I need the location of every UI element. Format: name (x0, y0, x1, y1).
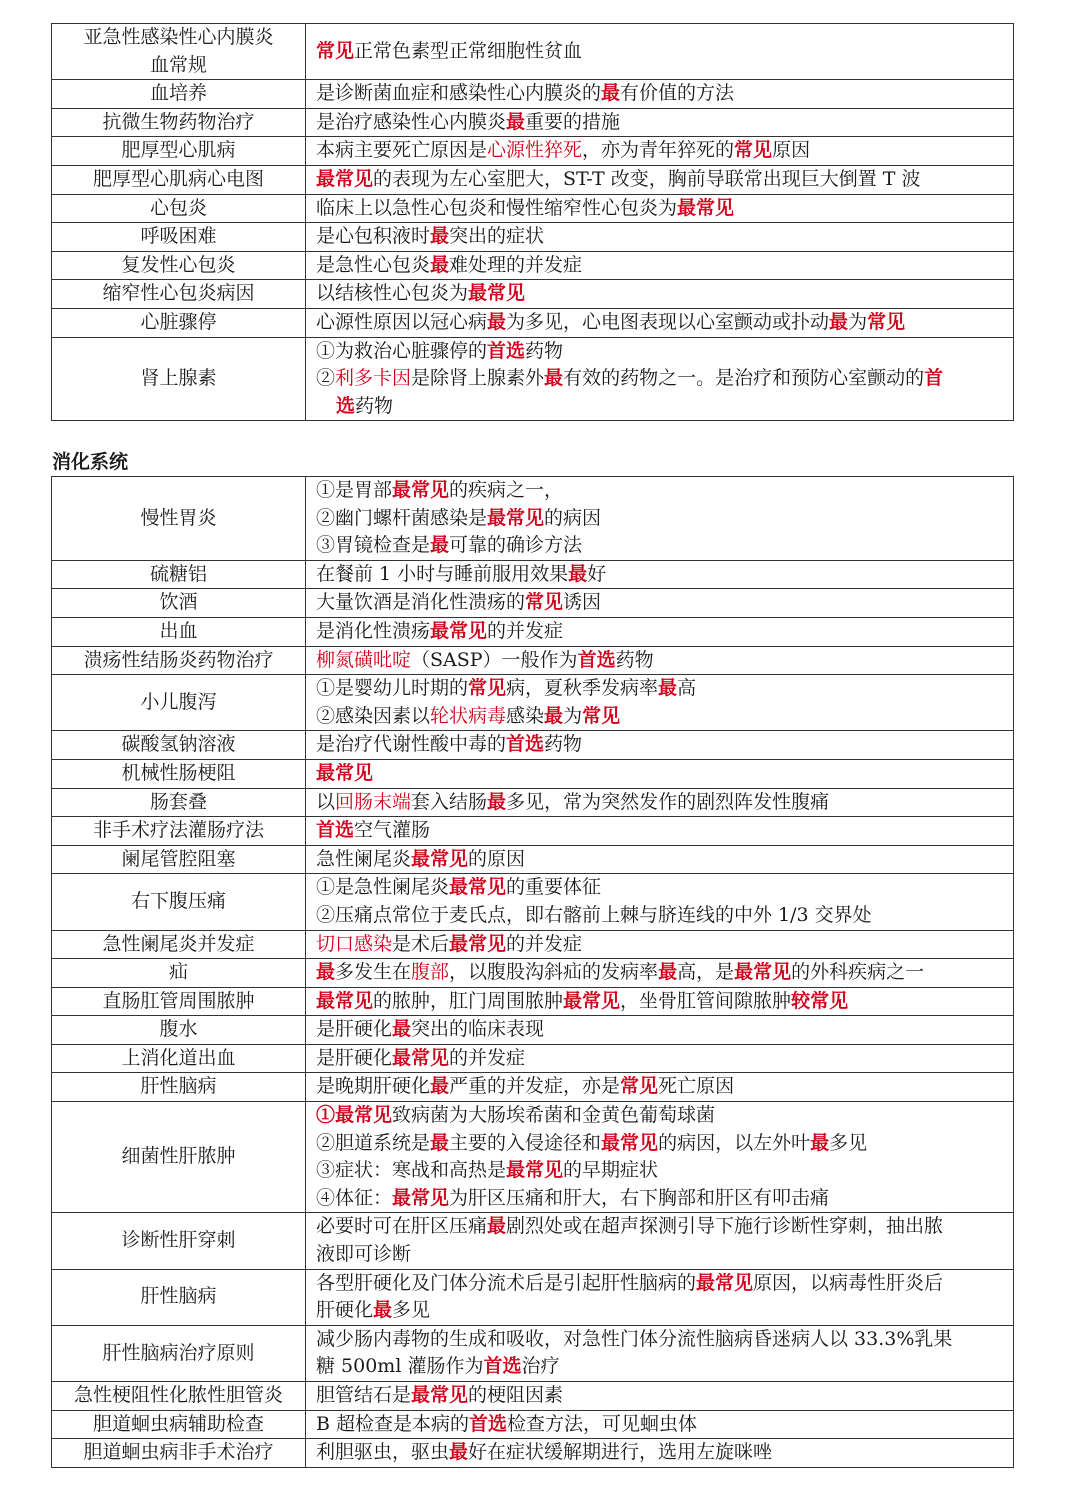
digestive-table (51, 476, 1014, 1468)
desc-text: 急性阑尾炎 (316, 847, 412, 870)
table-row (52, 1102, 1014, 1213)
desc-text (316, 1102, 1005, 1130)
desc-text: 为 (563, 704, 583, 727)
desc-text (316, 1157, 1005, 1185)
term-cell: 急性梗阻性化脓性胆管炎 (52, 1382, 306, 1411)
highlighted-text: 最常见 (449, 932, 507, 955)
highlighted-text: 常见 (582, 704, 621, 727)
highlighted-text: 最常见 (506, 1159, 564, 1182)
desc-text: 血常规 (149, 53, 207, 76)
desc-cell (306, 1439, 1014, 1468)
desc-text: ①为救治心脏骤停的 (316, 339, 488, 362)
desc-cell (306, 617, 1014, 646)
desc-text (316, 1270, 1005, 1298)
desc-text (316, 1297, 1005, 1325)
highlighted-text: 最 (392, 1018, 412, 1041)
desc-text: 本病主要死亡原因是 (316, 139, 488, 162)
table-row (52, 731, 1014, 760)
table-row (52, 560, 1014, 589)
desc-text: 的并发症 (506, 932, 583, 955)
desc-text: 空气灌肠 (354, 819, 431, 842)
desc-text: ②感染因素以 (316, 704, 431, 727)
desc-text: 可靠的确诊方法 (449, 534, 583, 557)
desc-text: ②幽门螺杆菌感染是 (316, 506, 488, 529)
desc-text (316, 1130, 1005, 1158)
desc-cell (306, 194, 1014, 223)
highlighted-text: 最常见 (411, 847, 469, 870)
highlighted-text: 首选 (577, 648, 616, 671)
term-cell: 非手术疗法灌肠疗法 (52, 817, 306, 846)
highlighted-text: 最 (568, 562, 588, 585)
desc-text: ②压痛点常位于麦氏点，即右髂前上棘与脐连线的中外 1/3 交界处 (316, 903, 872, 926)
table-row (52, 308, 1014, 337)
cardio-table (51, 23, 1014, 421)
highlighted-text: 常见 (316, 39, 355, 62)
highlighted-text: 最 (430, 534, 450, 557)
desc-text: 剧烈处或在超声探测引导下施行诊断性穿刺，抽出脓 (506, 1215, 944, 1238)
term-cell: 肠套叠 (52, 788, 306, 817)
desc-cell (306, 137, 1014, 166)
highlighted-text: 最常见 (677, 196, 735, 219)
highlighted-text: 最常见 (316, 167, 374, 190)
desc-text: 是除肾上腺素外 (411, 367, 545, 390)
highlighted-text: 最 (430, 253, 450, 276)
table-row (52, 477, 1014, 561)
desc-text: 药物 (525, 339, 564, 362)
table-row (52, 930, 1014, 959)
desc-text: 原因，以病毒性肝炎后 (753, 1271, 944, 1294)
table-row (52, 280, 1014, 309)
term-cell (52, 24, 306, 80)
desc-text: ③症状：寒战和高热是 (316, 1159, 507, 1182)
highlighted-text: 最 (430, 225, 450, 248)
desc-cell (306, 959, 1014, 988)
table-row (52, 1073, 1014, 1102)
desc-text: 严重的并发症，亦是 (449, 1075, 621, 1098)
table-row (52, 817, 1014, 846)
table-row (52, 1439, 1014, 1468)
highlighted-text: 最 (506, 110, 526, 133)
highlighted-text: 常见 (867, 310, 906, 333)
desc-text (316, 477, 1005, 505)
term-cell: 缩窄性心包炎病因 (52, 280, 306, 309)
highlighted-text: 柳氮磺吡啶 (316, 648, 412, 671)
term-cell: 血培养 (52, 80, 306, 109)
term-cell: 胆道蛔虫病辅助检查 (52, 1410, 306, 1439)
desc-cell (306, 1325, 1014, 1381)
desc-text: 大量饮酒是消化性溃疡的 (316, 591, 526, 614)
desc-text: 正常色素型正常细胞性贫血 (354, 39, 583, 62)
desc-text: 是治疗代谢性酸中毒的 (316, 733, 507, 756)
desc-text: 是治疗感染性心内膜炎 (316, 110, 507, 133)
highlighted-text: 最常见 (430, 619, 488, 642)
desc-text (316, 703, 1005, 731)
term-cell: 慢性胃炎 (52, 477, 306, 561)
desc-cell (306, 165, 1014, 194)
desc-text: 为肝区压痛和肝大，右下胸部和肝区有叩击痛 (449, 1186, 830, 1209)
highlighted-text: 最 (487, 1215, 507, 1238)
desc-text: 是诊断菌血症和感染性心内膜炎的 (316, 82, 602, 105)
term-cell: 右下腹压痛 (52, 874, 306, 930)
table-row (52, 1410, 1014, 1439)
term-cell: 肝性脑病治疗原则 (52, 1325, 306, 1381)
term-cell: 腹水 (52, 1016, 306, 1045)
desc-text (316, 338, 1005, 366)
desc-cell (306, 874, 1014, 930)
desc-text: 病，夏秋季发病率 (506, 677, 659, 700)
term-cell: 上消化道出血 (52, 1044, 306, 1073)
highlighted-text: 首选 (316, 819, 355, 842)
table-row (52, 1382, 1014, 1411)
desc-text: 原因 (772, 139, 811, 162)
desc-text (316, 874, 1005, 902)
section-title-digestive: 消化系统 (52, 451, 129, 473)
desc-cell (306, 1410, 1014, 1439)
desc-text: 的表现为左心室肥大，ST-T 改变，胸前导联常出现巨大倒置 T 波 (373, 167, 921, 190)
highlighted-text: 最常见 (468, 282, 526, 305)
highlighted-text: 最常见 (411, 1384, 469, 1406)
desc-text: 是肝硬化 (316, 1018, 393, 1041)
desc-cell (306, 1102, 1014, 1213)
desc-text: ①是婴幼儿时期的 (316, 677, 469, 700)
desc-text: 的梗阻因素 (468, 1384, 564, 1406)
desc-text: 的并发症 (487, 619, 564, 642)
desc-text: 肝硬化 (316, 1299, 374, 1322)
desc-text: 药物 (615, 648, 654, 671)
table-row (52, 788, 1014, 817)
highlighted-text: ①最常见 (316, 1104, 393, 1127)
desc-cell (306, 308, 1014, 337)
desc-cell (306, 1382, 1014, 1411)
term-cell: 肝性脑病 (52, 1269, 306, 1325)
term-cell: 硫糖铝 (52, 560, 306, 589)
highlighted-text: 最常见 (449, 876, 507, 899)
desc-cell (306, 930, 1014, 959)
desc-cell (306, 337, 1014, 421)
desc-cell (306, 1073, 1014, 1102)
desc-text: 液即可诊断 (316, 1243, 412, 1266)
desc-cell (306, 589, 1014, 618)
desc-text: 是急性心包炎 (316, 253, 431, 276)
table-row (52, 1044, 1014, 1073)
desc-cell (306, 817, 1014, 846)
desc-text: 胆管结石是 (316, 1384, 412, 1406)
table-row (52, 137, 1014, 166)
desc-text: 药物 (355, 394, 394, 417)
desc-text (316, 393, 1005, 421)
desc-cell (306, 731, 1014, 760)
desc-text: 有效的药物之一。是治疗和预防心室颤动的 (563, 367, 925, 390)
desc-text: 突出的临床表现 (411, 1018, 545, 1041)
highlighted-text: 最常见 (316, 989, 374, 1012)
term-cell: 机械性肠梗阻 (52, 759, 306, 788)
desc-text: 药物 (544, 733, 583, 756)
desc-text: 是心包积液时 (316, 225, 431, 248)
desc-text (316, 532, 1005, 560)
highlighted-text: 腹部 (411, 961, 450, 984)
desc-text: 减少肠内毒物的生成和吸收，对急性门体分流性脑病昏迷病人以 33.3%乳果 (316, 1327, 953, 1350)
desc-text: 致病菌为大肠埃希菌和金黄色葡萄球菌 (392, 1104, 716, 1127)
highlighted-text: 常见 (468, 677, 507, 700)
desc-text: 多发生在 (335, 961, 412, 984)
desc-text: ，坐骨肛管间隙脓肿 (620, 989, 792, 1012)
desc-text: 套入结肠 (411, 790, 488, 813)
highlighted-text: 最 (449, 1441, 469, 1464)
highlighted-text: 最 (316, 961, 336, 984)
desc-text: 亚急性感染性心内膜炎 (83, 26, 274, 48)
highlighted-text: 首选 (469, 1412, 508, 1435)
desc-text: 心源性原因以冠心病 (316, 310, 488, 333)
term-cell: 细菌性肝脓肿 (52, 1102, 306, 1213)
desc-text: 诱因 (563, 591, 602, 614)
term-cell: 饮酒 (52, 589, 306, 618)
desc-text: 高，是 (677, 961, 735, 984)
desc-text (316, 365, 1005, 393)
term-cell: 碳酸氢钠溶液 (52, 731, 306, 760)
highlighted-text: 最常见 (392, 479, 450, 501)
table-row (52, 874, 1014, 930)
desc-text: 的重要体征 (506, 876, 602, 899)
desc-text: 死亡原因 (658, 1075, 735, 1098)
term-cell: 肥厚型心肌病心电图 (52, 165, 306, 194)
desc-cell (306, 251, 1014, 280)
highlighted-text: 首选 (506, 733, 545, 756)
highlighted-text: 最常见 (392, 1046, 450, 1069)
desc-text: ④体征： (316, 1186, 393, 1209)
desc-cell (306, 987, 1014, 1016)
highlighted-text: 最 (544, 704, 564, 727)
highlighted-text: 最 (430, 1131, 450, 1154)
desc-text: 重要的措施 (525, 110, 621, 133)
table-row (52, 617, 1014, 646)
desc-text: ①是急性阑尾炎 (316, 876, 450, 899)
table-row (52, 845, 1014, 874)
desc-text: 治疗 (521, 1355, 560, 1378)
desc-cell (306, 280, 1014, 309)
table-row (52, 1213, 1014, 1269)
term-cell: 小儿腹泻 (52, 675, 306, 731)
highlighted-text: 常见 (620, 1075, 659, 1098)
desc-cell (306, 845, 1014, 874)
desc-text: 的病因，以左外叶 (658, 1131, 811, 1154)
desc-text: 的疾病之一， (449, 479, 564, 501)
desc-text (316, 505, 1005, 533)
highlighted-text: 首选 (483, 1355, 522, 1378)
desc-text: 为多见，心电图表现以心室颤动或扑动 (506, 310, 830, 333)
desc-text: 在餐前 1 小时与睡前服用效果 (316, 562, 569, 585)
desc-text: 的并发症 (449, 1046, 526, 1069)
highlighted-text: 最 (829, 310, 849, 333)
desc-cell (306, 108, 1014, 137)
highlighted-text: 心源性猝死 (487, 139, 583, 162)
desc-cell (306, 223, 1014, 252)
desc-text: 的外科疾病之一 (791, 961, 925, 984)
desc-cell (306, 24, 1014, 80)
highlighted-text: 最常见 (696, 1271, 754, 1294)
desc-text: 好在症状缓解期进行，选用左旋咪唑 (468, 1441, 773, 1464)
desc-cell (306, 560, 1014, 589)
term-cell: 心包炎 (52, 194, 306, 223)
table-row (52, 759, 1014, 788)
term-cell: 心脏骤停 (52, 308, 306, 337)
table-row (52, 80, 1014, 109)
desc-text: 的脓肿，肛门周围脓肿 (373, 989, 564, 1012)
desc-cell (306, 1044, 1014, 1073)
desc-cell (306, 788, 1014, 817)
desc-cell (306, 1269, 1014, 1325)
desc-cell (306, 646, 1014, 675)
table-row (52, 251, 1014, 280)
highlighted-text: 最常见 (487, 506, 545, 529)
desc-text: 各型肝硬化及门体分流术后是引起肝性脑病的 (316, 1271, 697, 1294)
highlighted-text: 首选 (487, 339, 526, 362)
desc-text: 的原因 (468, 847, 526, 870)
desc-text: 糖 500ml 灌肠作为 (316, 1355, 484, 1378)
table-row (52, 194, 1014, 223)
term-cell: 肾上腺素 (52, 337, 306, 421)
highlighted-text: 最常见 (734, 961, 792, 984)
desc-text: ，以腹股沟斜疝的发病率 (449, 961, 659, 984)
desc-text (316, 1213, 1005, 1241)
desc-text: 是肝硬化 (316, 1046, 393, 1069)
table-row (52, 1016, 1014, 1045)
desc-cell (306, 80, 1014, 109)
highlighted-text: 最 (487, 310, 507, 333)
desc-text: 的病因 (544, 506, 602, 529)
highlighted-text: 最 (658, 961, 678, 984)
table-row (52, 646, 1014, 675)
highlighted-text: 最 (487, 790, 507, 813)
desc-text (316, 1353, 1005, 1381)
desc-cell (306, 477, 1014, 561)
table-row (52, 675, 1014, 731)
desc-text: 难处理的并发症 (449, 253, 583, 276)
desc-text: ，亦为青年猝死的 (582, 139, 735, 162)
table-row (52, 24, 1014, 80)
table-row (52, 589, 1014, 618)
highlighted-text: 最 (601, 82, 621, 105)
desc-text: 检查方法，可见蛔虫体 (507, 1412, 698, 1435)
highlighted-text: 最常见 (392, 1186, 450, 1209)
desc-text: B 超检查是本病的 (316, 1412, 470, 1435)
desc-text: 多见，常为突然发作的剧烈阵发性腹痛 (506, 790, 830, 813)
term-cell: 直肠肛管周围脓肿 (52, 987, 306, 1016)
highlighted-text: 最 (810, 1131, 830, 1154)
desc-cell (306, 1213, 1014, 1269)
desc-text: 利胆驱虫，驱虫 (316, 1441, 450, 1464)
table-row (52, 165, 1014, 194)
term-cell: 溃疡性结肠炎药物治疗 (52, 646, 306, 675)
desc-text: ①是胃部 (316, 479, 393, 501)
desc-text: 的早期症状 (563, 1159, 659, 1182)
desc-cell (306, 759, 1014, 788)
desc-text: 主要的入侵途径和 (449, 1131, 602, 1154)
term-cell: 诊断性肝穿刺 (52, 1213, 306, 1269)
term-cell: 肝性脑病 (52, 1073, 306, 1102)
highlighted-text: 最 (373, 1299, 393, 1322)
term-cell: 阑尾管腔阻塞 (52, 845, 306, 874)
desc-text: 临床上以急性心包炎和慢性缩窄性心包炎为 (316, 196, 678, 219)
table-row (52, 223, 1014, 252)
desc-text: 以结核性心包炎为 (316, 282, 469, 305)
desc-text: 是术后 (392, 932, 450, 955)
term-cell: 抗微生物药物治疗 (52, 108, 306, 137)
desc-text: 是消化性溃疡 (316, 619, 431, 642)
term-cell: 急性阑尾炎并发症 (52, 930, 306, 959)
desc-cell (306, 1016, 1014, 1045)
desc-text: ②胆道系统是 (316, 1131, 431, 1154)
desc-text: 有价值的方法 (620, 82, 735, 105)
desc-text: 为 (848, 310, 868, 333)
term-cell: 胆道蛔虫病非手术治疗 (52, 1439, 306, 1468)
highlighted-text: 常见 (525, 591, 564, 614)
desc-text: 突出的症状 (449, 225, 545, 248)
term-cell: 疝 (52, 959, 306, 988)
highlighted-text: 切口感染 (316, 932, 393, 955)
term-cell: 肥厚型心肌病 (52, 137, 306, 166)
desc-text: 是晚期肝硬化 (316, 1075, 431, 1098)
highlighted-text: 较常见 (791, 989, 849, 1012)
highlighted-text: 选 (336, 394, 356, 417)
desc-text: ② (316, 367, 336, 390)
table-row (52, 108, 1014, 137)
highlighted-text: 最常见 (563, 989, 621, 1012)
desc-text: 多见 (829, 1131, 868, 1154)
desc-text: 感染 (506, 704, 545, 727)
term-cell: 复发性心包炎 (52, 251, 306, 280)
highlighted-text: 最常见 (601, 1131, 659, 1154)
table-row (52, 987, 1014, 1016)
highlighted-text: 最常见 (316, 761, 374, 784)
desc-cell (306, 675, 1014, 731)
highlighted-text: 常见 (734, 139, 773, 162)
desc-text: 以 (316, 790, 336, 813)
desc-text: 必要时可在肝区压痛 (316, 1215, 488, 1238)
term-cell: 出血 (52, 617, 306, 646)
highlighted-text: 最 (658, 677, 678, 700)
highlighted-text: 首 (924, 367, 944, 390)
desc-text: 高 (677, 677, 697, 700)
highlighted-text: 最 (430, 1075, 450, 1098)
desc-text: 多见 (392, 1299, 431, 1322)
desc-text: ③胃镜检查是 (316, 534, 431, 557)
table-row (52, 1269, 1014, 1325)
desc-text (316, 675, 1005, 703)
desc-text: 好 (587, 562, 607, 585)
desc-text: （SASP）一般作为 (411, 648, 578, 671)
table-row (52, 959, 1014, 988)
desc-text (316, 1185, 1005, 1213)
table-row (52, 1325, 1014, 1381)
highlighted-text: 最 (544, 367, 564, 390)
highlighted-text: 利多卡因 (335, 367, 412, 390)
highlighted-text: 轮状病毒 (430, 704, 507, 727)
term-cell: 呼吸困难 (52, 223, 306, 252)
table-row (52, 337, 1014, 421)
highlighted-text: 回肠末端 (335, 790, 412, 813)
